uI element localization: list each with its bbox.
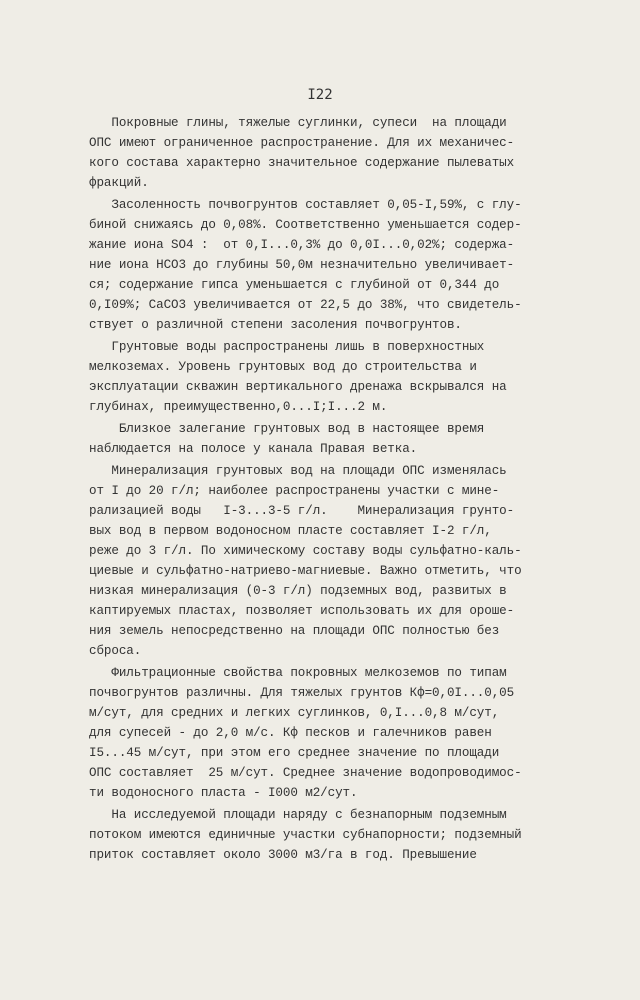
text-line: 0,I09%; CaCO3 увеличивается от 22,5 до 38%, что свидетель- (89, 298, 522, 312)
paragraph (89, 461, 559, 661)
text-line: сброса. (89, 644, 142, 658)
text-line: биной снижаясь до 0,08%. Соответственно уменьшается содер- (89, 218, 522, 232)
text-line: На исследуемой площади наряду с безнапорным подземным (89, 808, 507, 822)
text-line: низкая минерализация (0-3 г/л) подземных вод, развитых в (89, 584, 507, 598)
text-line: ствует о различной степени засоления почвогрунтов. (89, 318, 462, 332)
paragraph (89, 805, 559, 865)
text-line: кого состава характерно значительное содержание пылеватых (89, 156, 515, 170)
text-line: каптируемых пластах, позволяет использовать их для ороше- (89, 604, 515, 618)
text-line: глубинах, преимущественно,0...I;I...2 м. (89, 400, 388, 414)
paragraph (89, 195, 559, 335)
text-line: I5...45 м/сут, при этом его среднее значение по площади (89, 746, 500, 760)
text-line: Грунтовые воды распространены лишь в поверхностных (89, 340, 485, 354)
text-line: наблюдается на полосе у канала Правая ветка. (89, 442, 418, 456)
text-line: м/сут, для средних и легких суглинков, 0,I...0,8 м/сут, (89, 706, 500, 720)
text-line: ти водоносного пласта - I000 м2/сут. (89, 786, 358, 800)
document-body (89, 113, 559, 867)
paragraph (89, 113, 559, 193)
text-line: Фильтрационные свойства покровных мелкоземов по типам (89, 666, 507, 680)
text-line: ние иона HCO3 до глубины 50,0м незначительно увеличивает- (89, 258, 515, 272)
text-line: Покровные глины, тяжелые суглинки, супеси на площади (89, 116, 507, 130)
text-line: Засоленность почвогрунтов составляет 0,05-I,59%, с глу- (89, 198, 522, 212)
text-line: Близкое залегание грунтовых вод в настоящее время (89, 422, 485, 436)
text-line: вых вод в первом водоносном пласте составляет I-2 г/л, (89, 524, 492, 538)
text-line: Минерализация грунтовых вод на площади ОПС изменялась (89, 464, 507, 478)
text-line: ся; содержание гипса уменьшается с глубиной от 0,344 до (89, 278, 500, 292)
paragraph (89, 419, 559, 459)
text-line: от I до 20 г/л; наиболее распространены участки с мине- (89, 484, 500, 498)
text-line: ОПС имеют ограниченное распространение. Для их механичес- (89, 136, 515, 150)
text-line: ния земель непосредственно на площади ОПС полностью без (89, 624, 500, 638)
text-line: приток составляет около 3000 м3/га в год. Превышение (89, 848, 477, 862)
text-line: циевые и сульфатно-натриево-магниевые. Важно отметить, что (89, 564, 522, 578)
paragraph (89, 663, 559, 803)
text-line: рализацией воды I-3...3-5 г/л. Минерализация грунто- (89, 504, 515, 518)
text-line: ОПС составляет 25 м/сут. Среднее значение водопроводимос- (89, 766, 522, 780)
text-line: фракций. (89, 176, 149, 190)
text-line: жание иона SO4 : от 0,I...0,3% до 0,0I...0,02%; содержа- (89, 238, 515, 252)
text-line: эксплуатации скважин вертикального дренажа вскрывался на (89, 380, 507, 394)
text-line: мелкоземах. Уровень грунтовых вод до строительства и (89, 360, 477, 374)
text-line: реже до 3 г/л. По химическому составу воды сульфатно-каль- (89, 544, 522, 558)
text-line: почвогрунтов различны. Для тяжелых грунтов Кф=0,0I...0,05 (89, 686, 515, 700)
page-number: I22 (307, 87, 333, 103)
text-line: для супесей - до 2,0 м/с. Кф песков и галечников равен (89, 726, 492, 740)
text-line: потоком имеются единичные участки субнапорности; подземный (89, 828, 522, 842)
paragraph (89, 337, 559, 417)
